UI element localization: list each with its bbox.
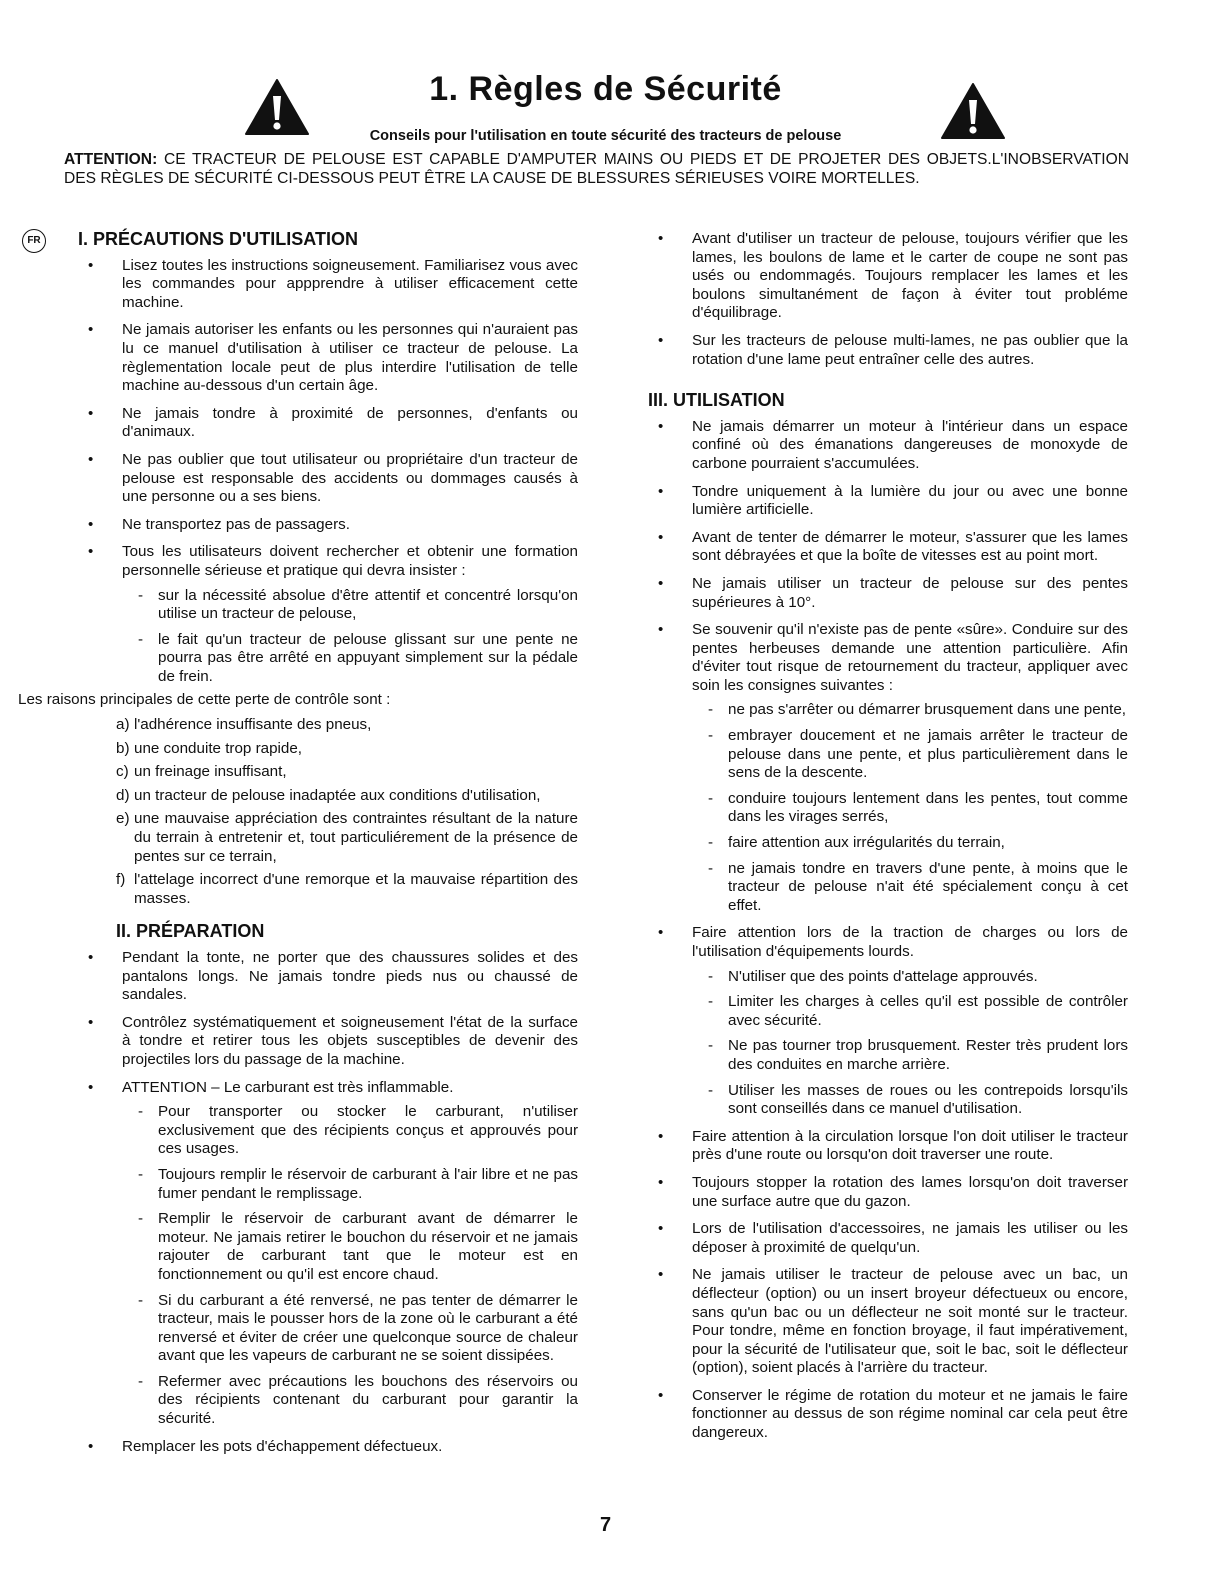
sub-list-item: - embrayer doucement et ne jamais arrêter le tracteur de pelouse dans une pente, et plus particulièrement dans le sens de la descente. xyxy=(692,727,1128,783)
list-item: • Avant d'utiliser un tracteur de pelouse, toujours vérifier que les lames, les boulons de lame et le carter de coupe ne sont pas usés ou endommagés. Toujours remplacer les lames et les boulons simultanément de façon à éviter tout probléme d'équilibrage. xyxy=(648,230,1128,323)
sub-list-item: - Ne pas tourner trop brusquement. Rester très prudent lors des conduites en marche arrière. xyxy=(692,1037,1128,1074)
page-title: 1. Règles de Sécurité xyxy=(429,70,782,108)
list-item xyxy=(648,621,1128,915)
reason-mark: f) xyxy=(116,871,126,889)
section-heading-utilisation: III. UTILISATION xyxy=(648,390,785,411)
list-item-text: Tous les utilisateurs doivent rechercher et obtenir une formation personnelle sérieuse et pratique qui devra insister : xyxy=(122,543,578,579)
sub-list-item: - ne jamais tondre en travers d'une pente, à moins que le tracteur de pelouse n'ait été spécialement conçu à cet effet. xyxy=(692,860,1128,916)
reasons-list xyxy=(60,716,578,908)
reason-item xyxy=(60,810,578,866)
slope-sublist xyxy=(692,701,1128,915)
training-sublist xyxy=(122,587,578,687)
sub-list-item: - Remplir le réservoir de carburant avant de démarrer le moteur. Ne jamais retirer le bouchon du réservoir et ne jamais rajouter de carburant tant que le moteur est en fonctionnement ou qu'il est encore chaud. xyxy=(122,1210,578,1284)
attention-label: ATTENTION: xyxy=(64,151,158,168)
sub-list-item: - N'utiliser que des points d'attelage approuvés. xyxy=(692,968,1128,987)
list-item: • Pendant la tonte, ne porter que des chaussures solides et des pantalons longs. Ne jamais tondre pieds nus ou chaussé de sandales. xyxy=(78,949,578,1005)
blade-checks-list xyxy=(648,230,1128,369)
reason-mark: b) xyxy=(116,739,130,757)
sub-list-item: - Refermer avec précautions les bouchons des réservoirs ou des récipients contenant du carburant pour garantir la sécurité. xyxy=(122,1373,578,1429)
list-item: • Lors de l'utilisation d'accessoires, ne jamais les utiliser ou les déposer à proximité de quelqu'un. xyxy=(648,1220,1128,1257)
sub-list-item: - le fait qu'un tracteur de pelouse glissant sur une pente ne pourra pas être arrêté en appuyant simplement sur la pédale de frein. xyxy=(122,631,578,687)
sub-list-item: - conduire toujours lentement dans les pentes, tout comme dans les virages serrés, xyxy=(692,790,1128,827)
reason-text: un freinage insuffisant, xyxy=(134,763,287,781)
reason-item xyxy=(60,871,578,908)
reason-item xyxy=(60,763,578,782)
precautions-list xyxy=(78,257,578,687)
section-heading-preparation: II. PRÉPARATION xyxy=(116,921,265,942)
attention-warning xyxy=(64,150,1129,188)
reason-text: une conduite trop rapide, xyxy=(134,739,303,757)
reason-text: une mauvaise appréciation des contraintes résultant de la nature du terrain à entretenir et, tout particuliérement de la présence de pentes sur ce terrain, xyxy=(134,810,578,865)
section-heading-precautions xyxy=(27,229,578,249)
language-badge-fr: FR xyxy=(22,229,46,253)
page-subtitle: Conseils pour l'utilisation en toute sécurité des tracteurs de pelouse xyxy=(369,128,842,144)
reason-item xyxy=(60,787,578,806)
right-column xyxy=(648,230,1128,1452)
list-item: • Conserver le régime de rotation du moteur et ne jamais le faire fonctionner au dessus de son régime nominal car cela peut être dangereux. xyxy=(648,1387,1128,1443)
list-item: • Ne jamais utiliser le tracteur de pelouse avec un bac, un déflecteur (option) ou un insert broyeur défectueux ou encore, sans qu'un bac ou un déflecteur ne soit monté sur le tracteur. Pour tondre, même en fonction broyage, il faut impérativement, pour la sécurité de l'utilisateur que, soit le bac, soit le déflecteur (option), soient placés à l'arrière du tracteur. xyxy=(648,1266,1128,1378)
utilisation-list xyxy=(648,418,1128,1443)
reason-text: l'adhérence insuffisante des pneus, xyxy=(134,716,372,734)
sub-list-item: - Limiter les charges à celles qu'il est possible de contrôler avec sécurité. xyxy=(692,993,1128,1030)
reason-mark: a) xyxy=(116,716,130,734)
list-item: • Tondre uniquement à la lumière du jour ou avec une bonne lumière artificielle. xyxy=(648,483,1128,520)
sub-list-item: - ne pas s'arrêter ou démarrer brusquement dans une pente, xyxy=(692,701,1128,720)
list-item xyxy=(648,924,1128,1118)
section-title: I. PRÉCAUTIONS D'UTILISATION xyxy=(78,229,358,249)
list-item: • Avant de tenter de démarrer le moteur, s'assurer que les lames sont débrayées et que la boîte de vitesses est au point mort. xyxy=(648,529,1128,566)
fuel-sublist xyxy=(122,1103,578,1429)
sub-list-item: - Pour transporter ou stocker le carburant, n'utiliser exclusivement que des récipients conçus et approuvés pour ces usages. xyxy=(122,1103,578,1159)
list-item: • Ne transportez pas de passagers. xyxy=(78,516,578,535)
list-item: • Ne jamais autoriser les enfants ou les personnes qui n'auraient pas lu ce manuel d'utilisation à utiliser ce tracteur de pelouse. La règlementation locale peut de plus interdire l'utilisation de telle machine au-dessous d'un certain âge. xyxy=(78,321,578,395)
page-number: 7 xyxy=(599,1514,612,1536)
traction-sublist xyxy=(692,968,1128,1119)
list-item-text: Se souvenir qu'il n'existe pas de pente «sûre». Conduire sur des pentes herbeuses demande une attention particulière. Afin d'éviter tout risque de retournement du tracteur, appliquer avec soin les consignes suivantes : xyxy=(692,621,1128,694)
list-item: • Remplacer les pots d'échappement défectueux. xyxy=(78,1438,578,1457)
reason-mark: c) xyxy=(116,763,129,781)
reason-mark: d) xyxy=(116,786,130,804)
attention-text: CE TRACTEUR DE PELOUSE EST CAPABLE D'AMPUTER MAINS OU PIEDS ET DE PROJETER DES OBJETS.L'INOBSERVATION DES RÈGLES DE SÉCURITÉ CI-DESSOUS PEUT ÊTRE LA CAUSE DE BLESSURES SÉRIEUSES VOIRE MORTELLES. xyxy=(64,151,1129,187)
list-item: • Ne jamais tondre à proximité de personnes, d'enfants ou d'animaux. xyxy=(78,405,578,442)
list-item: • Ne pas oublier que tout utilisateur ou propriétaire d'un tracteur de pelouse est responsable des accidents ou dommages causés à une personne ou a ses biens. xyxy=(78,451,578,507)
reason-text: un tracteur de pelouse inadaptée aux conditions d'utilisation, xyxy=(134,786,541,804)
preparation-list xyxy=(78,949,578,1456)
sub-list-item: - Utiliser les masses de roues ou les contrepoids lorsqu'ils sont conseillés dans ce manuel d'utilisation. xyxy=(692,1082,1128,1119)
sub-list-item: - sur la nécessité absolue d'être attentif et concentré lorsqu'on utilise un tracteur de pelouse, xyxy=(122,587,578,624)
list-item: • Contrôlez systématiquement et soigneusement l'état de la surface à tondre et retirer tous les objets susceptibles de devenir des projectiles lors du passage de la machine. xyxy=(78,1014,578,1070)
left-column xyxy=(18,229,578,1465)
sub-list-item: - Si du carburant a été renversé, ne pas tenter de démarrer le tracteur, mais le pousser hors de la zone où le carburant a été renversé et éviter de créer une quelconque source de chaleur avant que les vapeurs de carburant ne se soient dissipées. xyxy=(122,1292,578,1366)
reason-mark: e) xyxy=(116,810,130,828)
reason-item xyxy=(60,740,578,759)
list-item-text: ATTENTION – Le carburant est très inflammable. xyxy=(122,1078,454,1096)
list-item: • Faire attention à la circulation lorsque l'on doit utiliser le tracteur près d'une route ou lorsqu'on doit traverser une route. xyxy=(648,1128,1128,1165)
list-item xyxy=(78,1079,578,1429)
list-item-text: Faire attention lors de la traction de charges ou lors de l'utilisation d'équipements lourds. xyxy=(692,924,1128,960)
list-item: • Toujours stopper la rotation des lames lorsqu'on doit traverser une surface autre que du gazon. xyxy=(648,1174,1128,1211)
list-item: • Lisez toutes les instructions soigneusement. Familiarisez vous avec les commandes pour appprendre à utiliser efficacement cette machine. xyxy=(78,257,578,313)
reasons-intro: Les raisons principales de cette perte de contrôle sont : xyxy=(18,691,391,709)
list-item xyxy=(78,543,578,686)
sub-list-item: - faire attention aux irrégularités du terrain, xyxy=(692,834,1128,853)
reason-item xyxy=(60,716,578,735)
sub-list-item: - Toujours remplir le réservoir de carburant à l'air libre et ne pas fumer pendant le remplissage. xyxy=(122,1166,578,1203)
list-item: • Ne jamais utiliser un tracteur de pelouse sur des pentes supérieures à 10°. xyxy=(648,575,1128,612)
list-item: • Sur les tracteurs de pelouse multi-lames, ne pas oublier que la rotation d'une lame peut entraîner celle des autres. xyxy=(648,332,1128,369)
reason-text: l'attelage incorrect d'une remorque et la mauvaise répartition des masses. xyxy=(134,871,578,907)
list-item: • Ne jamais démarrer un moteur à l'intérieur dans un espace confiné où des émanations dangereuses de monoxyde de carbone pourraient s'accumulées. xyxy=(648,418,1128,474)
